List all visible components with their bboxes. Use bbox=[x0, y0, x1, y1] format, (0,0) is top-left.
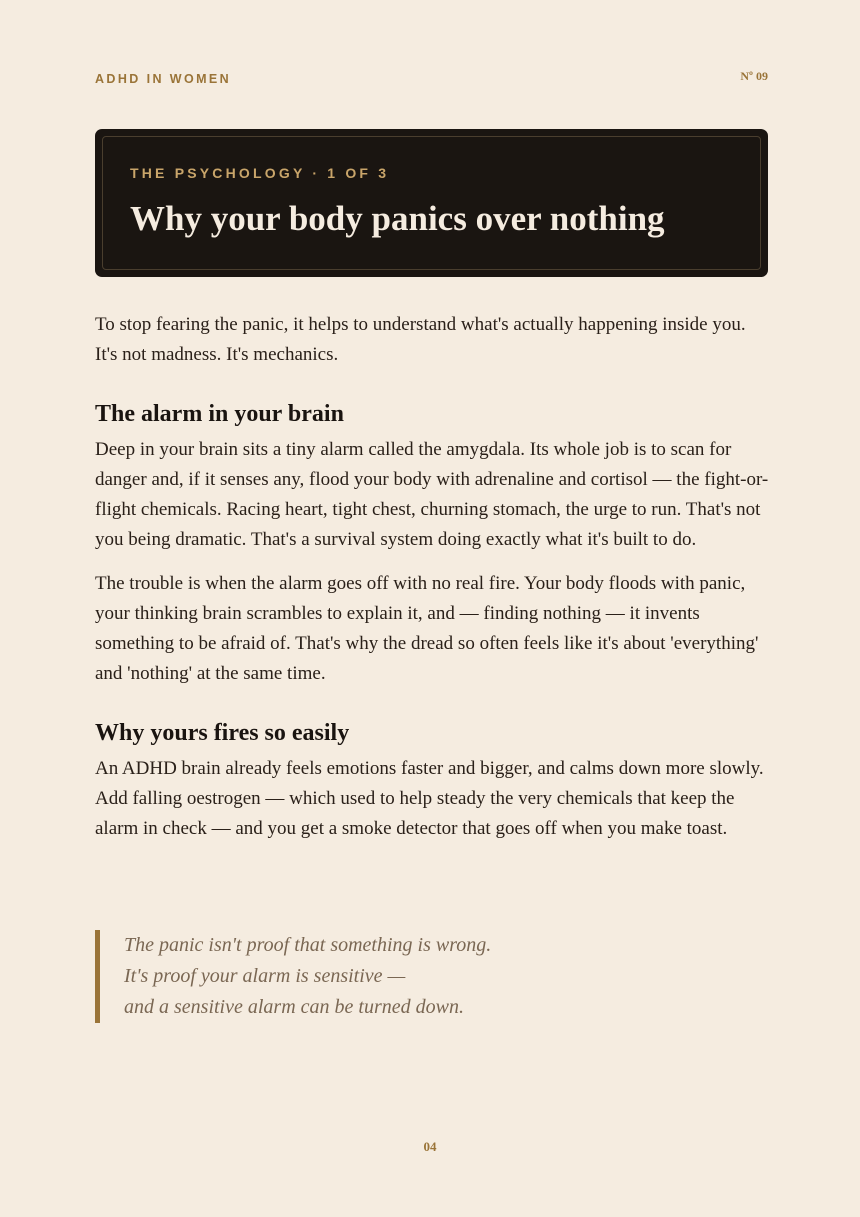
pull-quote-line: The panic isn't proof that something is wrong. bbox=[124, 934, 492, 956]
body-paragraph: An ADHD brain already feels emotions faster and bigger, and calms down more slowly. Add falling oestrogen — which used to help steady the very chemicals that keep the alarm in check — and you get a smoke detector that goes off when you make toast. bbox=[95, 758, 764, 839]
article-body bbox=[95, 310, 770, 844]
running-head: ADHD IN WOMEN bbox=[95, 72, 232, 86]
banner-kicker: THE PSYCHOLOGY · 1 OF 3 bbox=[130, 165, 390, 181]
page-number: 04 bbox=[423, 1139, 437, 1154]
issue-number: Nº 09 bbox=[740, 69, 768, 83]
body-paragraph: The trouble is when the alarm goes off with no real fire. Your body floods with panic, your thinking brain scrambles to explain it, and — finding nothing — it invents something to be afraid of. That's why the dread so often feels like it's about 'everything' and 'nothing' at the same time. bbox=[95, 573, 759, 684]
body-paragraph: Deep in your brain sits a tiny alarm called the amygdala. Its whole job is to scan for danger and, if it senses any, flood your body with adrenaline and cortisol — the fight-or-flight chemicals. Racing heart, tight chest, churning stomach, the urge to run. That's not you being dramatic. That's a survival system doing exactly what it's built to do. bbox=[95, 439, 769, 550]
section-heading-fires: Why yours fires so easily bbox=[95, 720, 350, 746]
pull-quote-line: It's proof your alarm is sensitive — bbox=[124, 965, 406, 987]
chapter-banner bbox=[95, 129, 768, 277]
intro-paragraph: To stop fearing the panic, it helps to understand what's actually happening inside you. It's not madness. It's mechanics. bbox=[95, 314, 746, 365]
page-title: Why your body panics over nothing bbox=[130, 199, 665, 238]
pull-quote bbox=[95, 930, 695, 1023]
pull-quote-line: and a sensitive alarm can be turned down. bbox=[124, 996, 464, 1018]
section-heading-alarm: The alarm in your brain bbox=[95, 401, 344, 427]
